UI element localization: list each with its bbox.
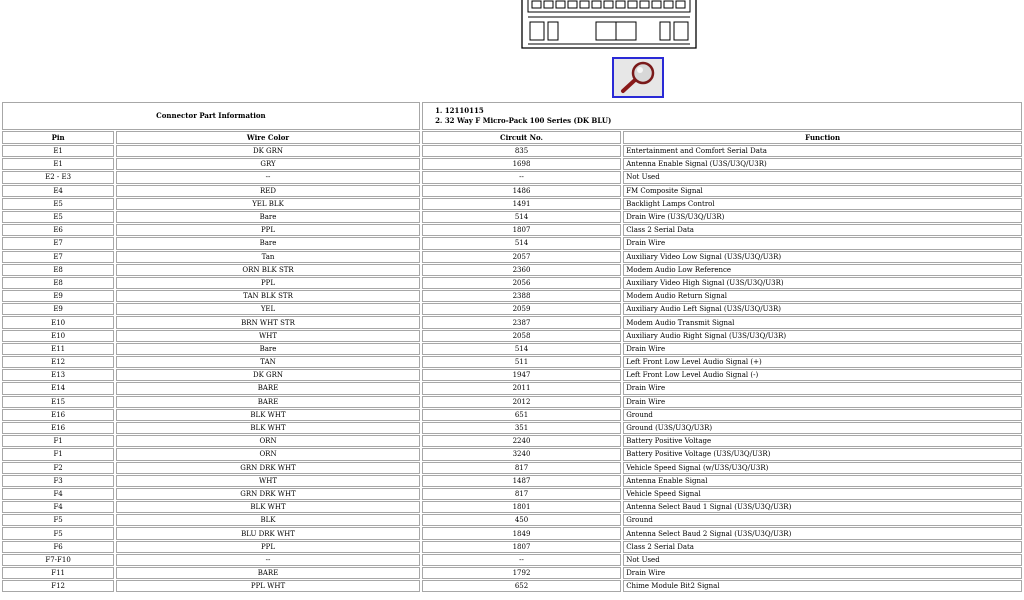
circuit-no-cell: 2057 bbox=[422, 251, 621, 263]
circuit-no-cell: 1491 bbox=[422, 198, 621, 210]
pin-cell: E12 bbox=[2, 356, 114, 368]
part-number: 1. 12110115 bbox=[445, 106, 1019, 116]
circuit-no-cell: 2059 bbox=[422, 303, 621, 315]
function-cell: Battery Positive Voltage (U3S/U3Q/U3R) bbox=[623, 448, 1022, 460]
wire-color-cell: -- bbox=[116, 171, 420, 183]
circuit-no-cell: 351 bbox=[422, 422, 621, 434]
function-cell: Ground bbox=[623, 514, 1022, 526]
function-cell: Drain Wire (U3S/U3Q/U3R) bbox=[623, 211, 1022, 223]
wire-color-cell: BRN WHT STR bbox=[116, 316, 420, 328]
table-row bbox=[2, 264, 1022, 276]
circuit-no-cell: 2387 bbox=[422, 316, 621, 328]
pin-cell: E8 bbox=[2, 264, 114, 276]
wire-color-cell: -- bbox=[116, 554, 420, 566]
function-cell: Drain Wire bbox=[623, 567, 1022, 579]
circuit-no-cell: 1486 bbox=[422, 185, 621, 197]
function-cell: Auxiliary Audio Left Signal (U3S/U3Q/U3R) bbox=[623, 303, 1022, 315]
circuit-no-cell: 2240 bbox=[422, 435, 621, 447]
circuit-no-cell: 1801 bbox=[422, 501, 621, 513]
table-row bbox=[2, 237, 1022, 249]
table-row bbox=[2, 343, 1022, 355]
table-row bbox=[2, 316, 1022, 328]
circuit-no-cell: 1807 bbox=[422, 224, 621, 236]
table-row bbox=[2, 330, 1022, 342]
pin-cell: E13 bbox=[2, 369, 114, 381]
wire-color-cell: YEL BLK bbox=[116, 198, 420, 210]
table-row bbox=[2, 541, 1022, 553]
wire-color-cell: Bare bbox=[116, 211, 420, 223]
table-row bbox=[2, 224, 1022, 236]
function-cell: Drain Wire bbox=[623, 396, 1022, 408]
wire-color-cell: BLU DRK WHT bbox=[116, 527, 420, 539]
circuit-no-cell: 2011 bbox=[422, 382, 621, 394]
connector-info-list bbox=[425, 106, 1019, 126]
function-cell: Class 2 Serial Data bbox=[623, 541, 1022, 553]
pin-cell: F6 bbox=[2, 541, 114, 553]
circuit-no-cell: 511 bbox=[422, 356, 621, 368]
table-row bbox=[2, 409, 1022, 421]
pin-cell: E14 bbox=[2, 382, 114, 394]
table-row bbox=[2, 435, 1022, 447]
pin-cell: F12 bbox=[2, 580, 114, 592]
function-cell: Modem Audio Transmit Signal bbox=[623, 316, 1022, 328]
pin-cell: F4 bbox=[2, 501, 114, 513]
wire-color-cell: Bare bbox=[116, 237, 420, 249]
function-cell: Modem Audio Low Reference bbox=[623, 264, 1022, 276]
table-row bbox=[2, 501, 1022, 513]
pin-cell: E10 bbox=[2, 316, 114, 328]
connector-description: 2. 32 Way F Micro-Pack 100 Series (DK BLU) bbox=[445, 116, 1019, 126]
pin-cell: E15 bbox=[2, 396, 114, 408]
function-cell: Auxiliary Video Low Signal (U3S/U3Q/U3R) bbox=[623, 251, 1022, 263]
function-cell: Class 2 Serial Data bbox=[623, 224, 1022, 236]
function-cell: Antenna Select Baud 2 Signal (U3S/U3Q/U3R) bbox=[623, 527, 1022, 539]
circuit-no-cell: 835 bbox=[422, 145, 621, 157]
connector-info-title: Connector Part Information bbox=[2, 102, 420, 130]
header-circuit-no: Circuit No. bbox=[422, 131, 621, 144]
circuit-no-cell: -- bbox=[422, 554, 621, 566]
table-row bbox=[2, 290, 1022, 302]
pin-cell: E8 bbox=[2, 277, 114, 289]
pin-cell: E16 bbox=[2, 422, 114, 434]
pin-cell: E7 bbox=[2, 251, 114, 263]
wire-color-cell: BLK WHT bbox=[116, 409, 420, 421]
circuit-no-cell: 817 bbox=[422, 488, 621, 500]
function-cell: Antenna Enable Signal bbox=[623, 475, 1022, 487]
table-row bbox=[2, 580, 1022, 592]
wire-color-cell: TAN BLK STR bbox=[116, 290, 420, 302]
function-cell: Left Front Low Level Audio Signal (+) bbox=[623, 356, 1022, 368]
wire-color-cell: PPL bbox=[116, 224, 420, 236]
function-cell: Vehicle Speed Signal (w/U3S/U3Q/U3R) bbox=[623, 462, 1022, 474]
circuit-no-cell: 2056 bbox=[422, 277, 621, 289]
pin-cell: E11 bbox=[2, 343, 114, 355]
table-row bbox=[2, 462, 1022, 474]
wire-color-cell: Bare bbox=[116, 343, 420, 355]
zoom-button[interactable] bbox=[612, 57, 664, 98]
function-cell: Drain Wire bbox=[623, 382, 1022, 394]
circuit-no-cell: 817 bbox=[422, 462, 621, 474]
pinout-table bbox=[0, 101, 1024, 593]
pin-cell: E1 bbox=[2, 158, 114, 170]
function-cell: Auxiliary Video High Signal (U3S/U3Q/U3R) bbox=[623, 277, 1022, 289]
function-cell: Not Used bbox=[623, 171, 1022, 183]
circuit-no-cell: 1698 bbox=[422, 158, 621, 170]
pin-cell: E5 bbox=[2, 211, 114, 223]
circuit-no-cell: 1849 bbox=[422, 527, 621, 539]
table-row bbox=[2, 145, 1022, 157]
pin-cell: F1 bbox=[2, 435, 114, 447]
header-function: Function bbox=[623, 131, 1022, 144]
function-cell: Backlight Lamps Control bbox=[623, 198, 1022, 210]
wire-color-cell: GRN DRK WHT bbox=[116, 488, 420, 500]
circuit-no-cell: -- bbox=[422, 171, 621, 183]
circuit-no-cell: 1807 bbox=[422, 541, 621, 553]
table-row bbox=[2, 303, 1022, 315]
pin-cell: F5 bbox=[2, 514, 114, 526]
connector-info-details bbox=[422, 102, 1022, 130]
function-cell: Ground (U3S/U3Q/U3R) bbox=[623, 422, 1022, 434]
pin-cell: E5 bbox=[2, 198, 114, 210]
wire-color-cell: Tan bbox=[116, 251, 420, 263]
wire-color-cell: TAN bbox=[116, 356, 420, 368]
pin-cell: F2 bbox=[2, 462, 114, 474]
circuit-no-cell: 514 bbox=[422, 343, 621, 355]
function-cell: Chime Module Bit2 Signal bbox=[623, 580, 1022, 592]
wire-color-cell: BARE bbox=[116, 396, 420, 408]
circuit-no-cell: 1792 bbox=[422, 567, 621, 579]
wire-color-cell: ORN bbox=[116, 448, 420, 460]
function-cell: Battery Positive Voltage bbox=[623, 435, 1022, 447]
pin-cell: F3 bbox=[2, 475, 114, 487]
circuit-no-cell: 2360 bbox=[422, 264, 621, 276]
table-row bbox=[2, 158, 1022, 170]
circuit-no-cell: 514 bbox=[422, 211, 621, 223]
wire-color-cell: BLK WHT bbox=[116, 422, 420, 434]
circuit-no-cell: 2388 bbox=[422, 290, 621, 302]
wire-color-cell: RED bbox=[116, 185, 420, 197]
table-row bbox=[2, 396, 1022, 408]
table-row bbox=[2, 422, 1022, 434]
pin-cell: E4 bbox=[2, 185, 114, 197]
table-row bbox=[2, 448, 1022, 460]
pin-cell: F1 bbox=[2, 448, 114, 460]
pin-cell: E1 bbox=[2, 145, 114, 157]
table-row bbox=[2, 488, 1022, 500]
wire-color-cell: ORN bbox=[116, 435, 420, 447]
circuit-no-cell: 3240 bbox=[422, 448, 621, 460]
header-wire-color: Wire Color bbox=[116, 131, 420, 144]
header-pin: Pin bbox=[2, 131, 114, 144]
function-cell: Modem Audio Return Signal bbox=[623, 290, 1022, 302]
wire-color-cell: DK GRN bbox=[116, 145, 420, 157]
table-row bbox=[2, 475, 1022, 487]
function-cell: Auxiliary Audio Right Signal (U3S/U3Q/U3R) bbox=[623, 330, 1022, 342]
table-row bbox=[2, 198, 1022, 210]
pin-cell: E6 bbox=[2, 224, 114, 236]
wire-color-cell: GRY bbox=[116, 158, 420, 170]
table-row bbox=[2, 251, 1022, 263]
table-row bbox=[2, 185, 1022, 197]
wire-color-cell: BLK WHT bbox=[116, 501, 420, 513]
function-cell: Ground bbox=[623, 409, 1022, 421]
function-cell: FM Composite Signal bbox=[623, 185, 1022, 197]
pin-cell: E7 bbox=[2, 237, 114, 249]
pin-cell: E16 bbox=[2, 409, 114, 421]
pin-cell: F5 bbox=[2, 527, 114, 539]
circuit-no-cell: 1487 bbox=[422, 475, 621, 487]
circuit-no-cell: 652 bbox=[422, 580, 621, 592]
circuit-no-cell: 2012 bbox=[422, 396, 621, 408]
pin-cell: E2 - E3 bbox=[2, 171, 114, 183]
table-row bbox=[2, 527, 1022, 539]
pin-cell: F11 bbox=[2, 567, 114, 579]
wire-color-cell: WHT bbox=[116, 475, 420, 487]
wire-color-cell: DK GRN bbox=[116, 369, 420, 381]
table-row bbox=[2, 554, 1022, 566]
function-cell: Drain Wire bbox=[623, 343, 1022, 355]
magnifier-icon bbox=[614, 59, 662, 96]
wire-color-cell: PPL bbox=[116, 541, 420, 553]
wire-color-cell: WHT bbox=[116, 330, 420, 342]
function-cell: Vehicle Speed Signal bbox=[623, 488, 1022, 500]
table-row bbox=[2, 567, 1022, 579]
wire-color-cell: BARE bbox=[116, 567, 420, 579]
table-row bbox=[2, 369, 1022, 381]
function-cell: Drain Wire bbox=[623, 237, 1022, 249]
table-row bbox=[2, 356, 1022, 368]
table-header-row bbox=[2, 131, 1022, 144]
pin-cell: F4 bbox=[2, 488, 114, 500]
pin-cell: F7-F10 bbox=[2, 554, 114, 566]
function-cell: Antenna Select Baud 1 Signal (U3S/U3Q/U3R) bbox=[623, 501, 1022, 513]
function-cell: Not Used bbox=[623, 554, 1022, 566]
table-row bbox=[2, 514, 1022, 526]
circuit-no-cell: 651 bbox=[422, 409, 621, 421]
table-row bbox=[2, 277, 1022, 289]
connector-info-row bbox=[2, 102, 1022, 130]
wire-color-cell: GRN DRK WHT bbox=[116, 462, 420, 474]
connector-face-diagram bbox=[520, 0, 698, 54]
table-row bbox=[2, 171, 1022, 183]
wire-color-cell: BLK bbox=[116, 514, 420, 526]
circuit-no-cell: 1947 bbox=[422, 369, 621, 381]
wire-color-cell: PPL WHT bbox=[116, 580, 420, 592]
table-row bbox=[2, 382, 1022, 394]
function-cell: Entertainment and Comfort Serial Data bbox=[623, 145, 1022, 157]
wire-color-cell: PPL bbox=[116, 277, 420, 289]
pin-cell: E9 bbox=[2, 303, 114, 315]
pin-cell: E9 bbox=[2, 290, 114, 302]
pin-cell: E10 bbox=[2, 330, 114, 342]
circuit-no-cell: 450 bbox=[422, 514, 621, 526]
circuit-no-cell: 2058 bbox=[422, 330, 621, 342]
function-cell: Left Front Low Level Audio Signal (-) bbox=[623, 369, 1022, 381]
table-row bbox=[2, 211, 1022, 223]
wire-color-cell: YEL bbox=[116, 303, 420, 315]
wire-color-cell: ORN BLK STR bbox=[116, 264, 420, 276]
function-cell: Antenna Enable Signal (U3S/U3Q/U3R) bbox=[623, 158, 1022, 170]
circuit-no-cell: 514 bbox=[422, 237, 621, 249]
wire-color-cell: BARE bbox=[116, 382, 420, 394]
